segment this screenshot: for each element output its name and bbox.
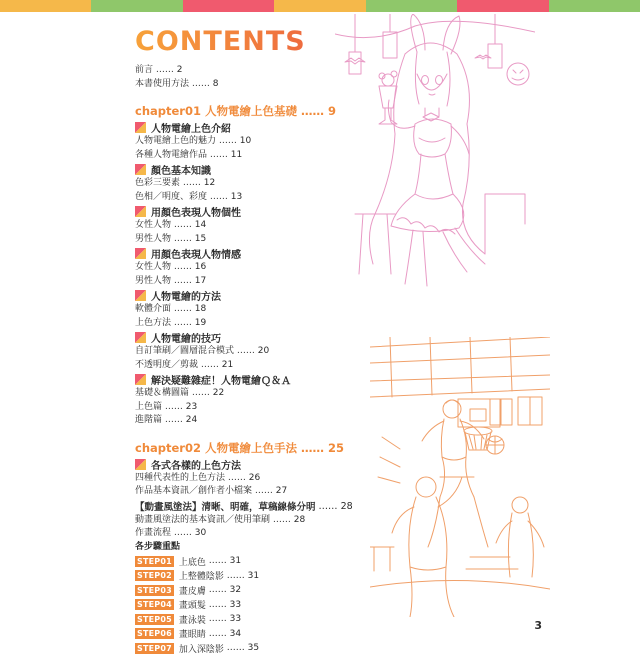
entry-label: 畫頭髮 <box>178 601 206 612</box>
leader-dots: …… <box>270 514 294 525</box>
leader-dots: …… <box>155 65 177 75</box>
stripe-segment <box>366 0 457 12</box>
leader-dots: …… <box>315 500 341 512</box>
entry-page: 28 <box>340 500 353 512</box>
step-badge: STEP06 <box>137 629 172 639</box>
entry-label: 上整體陰影 <box>178 572 224 583</box>
entry-page: 32 <box>229 585 242 596</box>
leader-dots: …… <box>205 556 230 567</box>
entry-label: 男性人物 <box>135 275 172 286</box>
entry-page: 35 <box>247 643 260 654</box>
toc-entry[interactable] <box>135 472 375 486</box>
step-badge: STEP05 <box>137 614 172 624</box>
leader-dots: …… <box>171 262 195 272</box>
leader-dots: …… <box>162 401 186 412</box>
entry-label: 畫眼睛 <box>178 630 206 641</box>
leader-dots: …… <box>205 614 230 625</box>
leader-dots: …… <box>205 628 230 639</box>
entry-page: 20 <box>257 346 270 356</box>
stripe-segment <box>91 0 182 12</box>
steps-heading <box>135 541 375 555</box>
step-entry[interactable] <box>135 583 375 598</box>
step-entry[interactable] <box>135 569 375 584</box>
entry-label: 本書使用方法 <box>135 78 190 89</box>
step-entry[interactable] <box>135 598 375 613</box>
toc-entry[interactable] <box>135 401 375 415</box>
entry-label: 各種人物電繪作品 <box>135 149 208 160</box>
chapter-title: chapter01 人物電繪上色基礎 <box>135 104 297 118</box>
stripe-segment <box>274 0 365 12</box>
leader-dots: …… <box>216 136 240 146</box>
leader-dots: …… <box>225 472 249 483</box>
triangle-icon <box>135 374 146 385</box>
triangle-icon <box>135 290 146 301</box>
entry-page: 2 <box>176 65 183 75</box>
basketball-illustration <box>370 337 550 617</box>
leader-dots: …… <box>180 178 204 188</box>
entry-label: 色彩三要素 <box>135 178 181 188</box>
toc-entry[interactable] <box>135 303 375 317</box>
entry-label: 色相／明度、彩度 <box>135 191 208 202</box>
stripe-segment <box>457 0 548 12</box>
entry-page: 21 <box>221 359 234 370</box>
entry-page: 16 <box>194 262 207 272</box>
entry-label: 不透明度／剪裁 <box>135 359 199 370</box>
triangle-icon <box>135 332 146 343</box>
section-title: 顏色基本知識 <box>151 166 211 177</box>
triangle-icon <box>135 164 146 175</box>
toc-entry[interactable] <box>135 485 375 499</box>
entry-label: 人物電繪上色的魅力 <box>135 136 217 146</box>
entry-page: 10 <box>239 136 252 146</box>
entry-page: 31 <box>229 556 242 567</box>
triangle-icon <box>135 459 146 470</box>
toc-entry[interactable] <box>135 359 375 373</box>
entry-page: 27 <box>275 486 288 496</box>
bunny-girl-illustration <box>335 14 535 289</box>
step-badge: STEP04 <box>137 600 172 610</box>
steps-heading-label: 各步驟重點 <box>135 541 181 552</box>
entry-page: 17 <box>194 275 207 286</box>
stripe-segment <box>549 0 640 12</box>
leader-dots: …… <box>198 359 222 370</box>
entry-page: 30 <box>194 528 207 538</box>
section-title: 解決疑難雜症！人物電繪Ｑ＆Ａ <box>151 376 291 387</box>
page-number: 3 <box>534 619 542 632</box>
entry-label: 作品基本資訊／創作者小檔案 <box>135 486 253 496</box>
entry-page: 13 <box>230 191 243 202</box>
entry-label: 畫泳裝 <box>178 615 206 626</box>
section-title: 人物電繪上色介紹 <box>151 124 231 135</box>
top-stripe <box>0 0 640 12</box>
entry-page: 8 <box>212 78 219 89</box>
leader-dots: …… <box>301 440 329 455</box>
leader-dots: …… <box>205 585 230 596</box>
section-title: 用顏色表現人物個性 <box>151 208 241 219</box>
step-entry[interactable] <box>135 554 375 569</box>
entry-label: 自訂筆刷／圖層混合模式 <box>135 346 235 356</box>
entry-page: 34 <box>229 628 242 639</box>
entry-label: 【動畫風塗法】清晰、明確，草稿線條分明 <box>135 502 316 513</box>
entry-label: 男性人物 <box>135 233 172 244</box>
step-entry[interactable] <box>135 641 375 656</box>
chapter-page: 25 <box>328 440 345 455</box>
leader-dots: …… <box>171 317 195 328</box>
entry-label: 加入深陰影 <box>178 644 224 655</box>
entry-page: 28 <box>293 514 306 525</box>
entry-page: 15 <box>194 233 207 244</box>
leader-dots: …… <box>162 415 186 425</box>
toc-entry[interactable] <box>135 345 375 359</box>
section-heading[interactable] <box>135 372 375 387</box>
toc-entry[interactable] <box>135 514 375 528</box>
entry-label: 前言 <box>135 65 154 75</box>
leader-dots: …… <box>205 599 230 610</box>
triangle-icon <box>135 206 146 217</box>
section-heading[interactable] <box>135 288 375 303</box>
entry-page: 11 <box>230 149 243 160</box>
page-body <box>0 12 640 655</box>
entry-label: 畫皮膚 <box>178 586 206 597</box>
entry-label: 四種代表性的上色方法 <box>135 472 226 483</box>
chapter-heading-02[interactable] <box>135 440 375 457</box>
entry-page: 14 <box>194 220 207 230</box>
section-heading[interactable] <box>135 457 375 472</box>
step-badge: STEP03 <box>137 585 172 595</box>
entry-page: 33 <box>229 614 242 625</box>
leader-dots: …… <box>171 275 195 286</box>
entry-label: 軟體介面 <box>135 304 172 314</box>
entry-label: 上色篇 <box>135 401 163 412</box>
step-badge: STEP02 <box>137 571 172 581</box>
triangle-icon <box>135 248 146 259</box>
stripe-segment <box>0 0 91 12</box>
entry-page: 23 <box>185 401 198 412</box>
leader-dots: …… <box>207 149 231 160</box>
section-title: 各式各樣的上色方法 <box>151 460 241 472</box>
entry-label: 女性人物 <box>135 220 172 230</box>
chapter-page: 9 <box>328 104 337 118</box>
toc-entry[interactable] <box>135 317 375 331</box>
entry-page: 33 <box>229 599 242 610</box>
entry-label: 作畫流程 <box>135 528 172 538</box>
leader-dots: …… <box>171 233 195 244</box>
step-badge: STEP07 <box>137 643 172 653</box>
entry-label: 進階篇 <box>135 415 163 425</box>
entry-page: 18 <box>194 304 207 314</box>
entry-label: 女性人物 <box>135 262 172 272</box>
leader-dots: …… <box>252 486 276 496</box>
chapter-title: chapter02 人物電繪上色手法 <box>135 440 297 455</box>
entry-page: 19 <box>194 317 207 328</box>
entry-page: 22 <box>212 388 225 398</box>
leader-dots: …… <box>191 78 213 89</box>
toc-entry[interactable] <box>135 527 375 541</box>
leader-dots: …… <box>223 643 248 654</box>
section-heading[interactable] <box>135 330 375 345</box>
page-title: CONTENTS <box>135 26 306 57</box>
entry-label: 上底色 <box>178 557 206 568</box>
leader-dots: …… <box>223 570 248 581</box>
stripe-segment <box>183 0 274 12</box>
entry-label: 動畫風塗法的基本資訊／使用筆刷 <box>135 514 271 525</box>
entry-label: 基礎＆構圖篇 <box>135 388 190 398</box>
leader-dots: …… <box>301 104 329 118</box>
leader-dots: …… <box>171 528 195 538</box>
entry-page: 31 <box>247 570 260 581</box>
leader-dots: …… <box>189 388 213 398</box>
leader-dots: …… <box>171 220 195 230</box>
step-entry[interactable] <box>135 627 375 642</box>
section-title: 用顏色表現人物情感 <box>151 250 241 261</box>
entry-page: 12 <box>203 178 216 188</box>
entry-label: 上色方法 <box>135 317 172 328</box>
entry-page: 26 <box>248 472 261 483</box>
triangle-icon <box>135 122 146 133</box>
step-badge: STEP01 <box>137 556 172 566</box>
leader-dots: …… <box>171 304 195 314</box>
step-entry[interactable] <box>135 612 375 627</box>
toc-entry[interactable] <box>135 387 375 401</box>
section-title: 人物電繪的技巧 <box>151 334 221 345</box>
leader-dots: …… <box>207 191 231 202</box>
toc-entry[interactable] <box>135 414 375 428</box>
leader-dots: …… <box>234 346 258 356</box>
toc-entry-anime-style[interactable] <box>135 499 375 514</box>
section-title: 人物電繪的方法 <box>151 292 221 303</box>
entry-page: 24 <box>185 415 198 425</box>
